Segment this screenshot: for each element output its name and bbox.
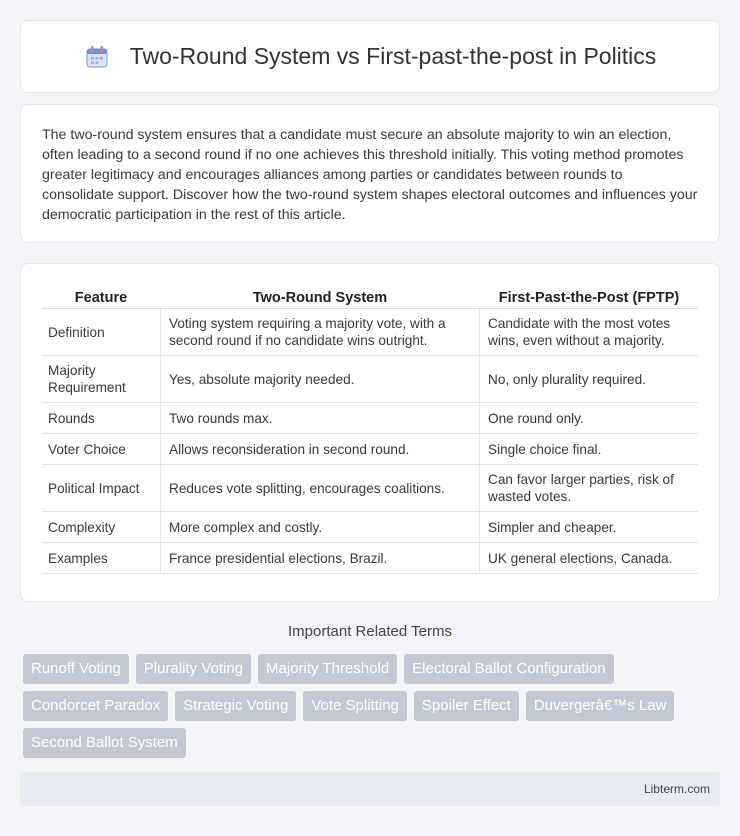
header-fptp: First-Past-the-Post (FPTP) <box>480 282 698 309</box>
cell-two-round: Allows reconsideration in second round. <box>160 434 480 465</box>
cell-fptp: One round only. <box>480 403 698 434</box>
cell-fptp: Single choice final. <box>480 434 698 465</box>
calendar-icon <box>84 44 110 70</box>
tag-spoiler-effect[interactable]: Spoiler Effect <box>414 691 519 721</box>
cell-fptp: Simpler and cheaper. <box>480 512 698 543</box>
related-terms-title: Important Related Terms <box>288 623 452 640</box>
cell-feature: Political Impact <box>42 465 160 512</box>
tag-electoral-ballot-configuration[interactable]: Electoral Ballot Configuration <box>404 654 613 684</box>
header-feature: Feature <box>42 282 160 309</box>
table-row <box>42 512 698 543</box>
cell-two-round: More complex and costly. <box>160 512 480 543</box>
cell-two-round: France presidential elections, Brazil. <box>160 543 480 574</box>
intro-paragraph: The two-round system ensures that a candidate must secure an absolute majority to win an election, often leading to a second round if no one achieves this threshold initially. This voting method promotes greater legitimacy and encourages alliances among parties or candidates between rounds to consolidate support. Discover how the two-round system shapes electoral outcomes and influences your democratic participation in the rest of this article. <box>42 127 698 223</box>
tag-plurality-voting[interactable]: Plurality Voting <box>136 654 251 684</box>
related-terms-list <box>23 654 723 765</box>
cell-fptp: Candidate with the most votes wins, even without a majority. <box>480 309 698 356</box>
table-row <box>42 543 698 574</box>
cell-fptp: No, only plurality required. <box>480 356 698 403</box>
comparison-table <box>42 282 698 574</box>
table-row <box>42 309 698 356</box>
tag-duvergers-law[interactable]: Duvergerâ€™s Law <box>526 691 675 721</box>
tag-strategic-voting[interactable]: Strategic Voting <box>175 691 296 721</box>
table-row <box>42 356 698 403</box>
cell-two-round: Reduces vote splitting, encourages coalitions. <box>160 465 480 512</box>
table-header-row <box>42 282 698 309</box>
header-card <box>20 20 720 93</box>
footer <box>20 772 720 806</box>
cell-two-round: Voting system requiring a majority vote, with a second round if no candidate wins outright. <box>160 309 480 356</box>
cell-feature: Rounds <box>42 403 160 434</box>
cell-fptp: Can favor larger parties, risk of wasted votes. <box>480 465 698 512</box>
tag-second-ballot-system[interactable]: Second Ballot System <box>23 728 186 758</box>
page-title: Two-Round System vs First-past-the-post in Politics <box>129 43 657 69</box>
cell-two-round: Yes, absolute majority needed. <box>160 356 480 403</box>
cell-two-round: Two rounds max. <box>160 403 480 434</box>
header-two-round: Two-Round System <box>160 282 480 309</box>
cell-feature: Examples <box>42 543 160 574</box>
table-row <box>42 465 698 512</box>
tag-runoff-voting[interactable]: Runoff Voting <box>23 654 129 684</box>
cell-feature: Complexity <box>42 512 160 543</box>
tag-majority-threshold[interactable]: Majority Threshold <box>258 654 397 684</box>
tag-vote-splitting[interactable]: Vote Splitting <box>303 691 407 721</box>
tag-condorcet-paradox[interactable]: Condorcet Paradox <box>23 691 168 721</box>
table-row <box>42 434 698 465</box>
cell-fptp: UK general elections, Canada. <box>480 543 698 574</box>
footer-site-link[interactable]: Libterm.com <box>643 782 710 796</box>
cell-feature: Majority Requirement <box>42 356 160 403</box>
cell-feature: Voter Choice <box>42 434 160 465</box>
cell-feature: Definition <box>42 309 160 356</box>
intro-card <box>20 104 720 243</box>
comparison-table-card <box>20 263 720 602</box>
table-row <box>42 403 698 434</box>
